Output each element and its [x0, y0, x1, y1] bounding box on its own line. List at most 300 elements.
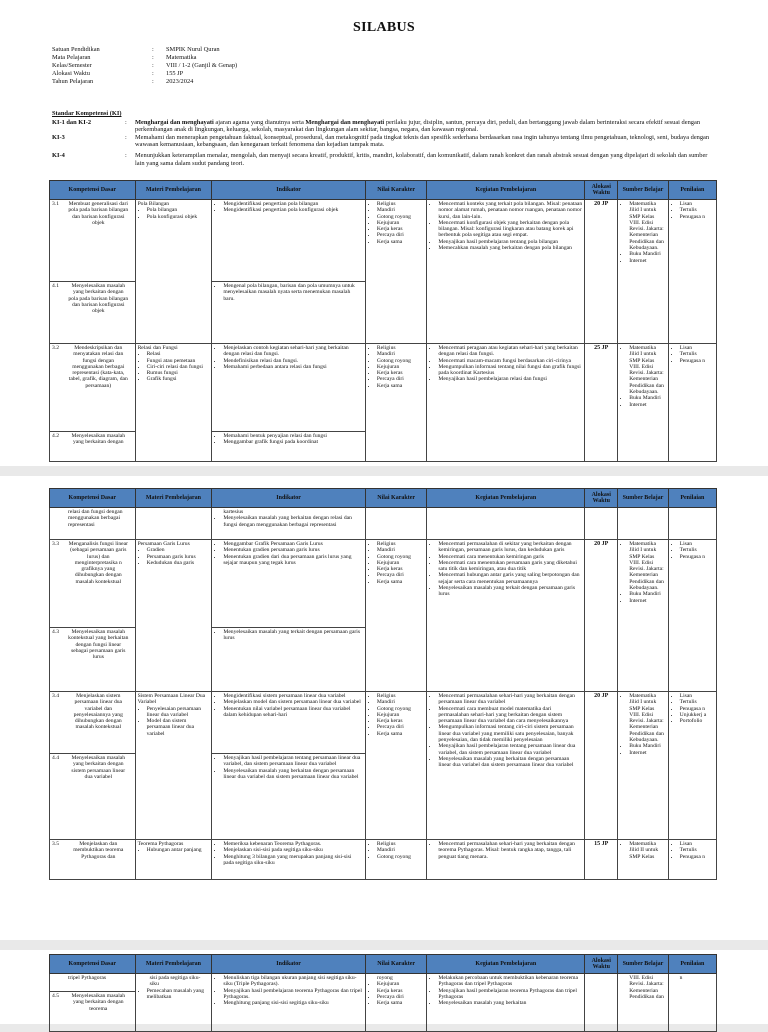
kegiatan-item: • Mencermati permasalahan di sekitar yang berkaitan dengan kemiringan, persamaan garis lurus, dan kedudukan garis	[438, 541, 582, 554]
kegiatan-item: • Menyajikan hasil pembelajaran teorema Pythagoras dan tripel Pythagoras	[438, 988, 582, 1001]
header-sumber-belajar: Sumber Belajar	[618, 489, 668, 508]
table-header	[50, 181, 717, 200]
table-row	[50, 974, 717, 992]
nilai-item: • Kerja keras	[377, 566, 424, 572]
nilai-item: • Mandiri	[377, 847, 424, 853]
kegiatan-cell	[427, 840, 585, 880]
sumber-cell	[618, 840, 668, 880]
indikator-item: • Mengidentifikasi pengertian pola bilangan	[223, 201, 363, 207]
kd-cell	[50, 628, 136, 692]
kd-text: Menjelaskan sistem persamaan linear dua variabel dan penyelesaiannya yang dihubungkan dengan masalah kontekstual	[73, 693, 123, 731]
page-2	[0, 476, 768, 940]
indikator-cell	[212, 628, 366, 692]
ki-row	[52, 119, 716, 134]
kd-cell	[50, 974, 136, 992]
nilai-cell	[365, 540, 426, 692]
sumber-item: • Buku Mandiri	[629, 743, 665, 749]
kegiatan-item: • Menyelesaikan masalah yang berkaitan	[438, 1000, 582, 1006]
penilaian-cell	[668, 540, 716, 692]
penilaian-item: • Lisan	[680, 201, 714, 207]
meta-sep: :	[152, 62, 154, 69]
kd-text: Menyelesaikan masalah yang berkaitan dengan	[71, 433, 126, 446]
ki-text: Menunjukkan keterampilan menalar, mengolah, dan menyaji secara kreatif, produktif, kritis, mandiri, kolaboratif, dan komunikatif, dalam ranah konkret dan ranah abstrak sesuai dengan yang dipelajari di sekolah dan sumber lain yang sama dalam sudut pandang teori.	[135, 151, 708, 167]
penilaian-item: • Tertulis	[680, 547, 714, 553]
indikator-cell	[212, 432, 366, 462]
header-sumber-belajar: Sumber Belajar	[618, 181, 668, 200]
table-row	[50, 692, 717, 754]
indikator-item: • Menentukan nilai variabel persamaan linear dua variabel dalam kehidupan sehari-hari	[223, 706, 363, 719]
indikator-lead: kartesius	[223, 509, 244, 515]
header-kompetensi-dasar: Kompetensi Dasar	[50, 489, 136, 508]
ki-key: KI-3	[52, 133, 65, 141]
kegiatan-cell	[427, 692, 585, 840]
header-sumber-belajar: Sumber Belajar	[618, 955, 668, 974]
kd-cell	[50, 540, 136, 628]
materi-cell	[135, 540, 212, 692]
table-row	[50, 508, 717, 540]
header-kegiatan: Kegiatan Pembelajaran	[427, 955, 585, 974]
penilaian-item: • Tertulis	[680, 699, 714, 705]
indikator-item: • Menghitung panjang sisi-sisi segitiga siku-siku	[223, 1000, 363, 1006]
materi-item: • Pola konfigurasi objek	[147, 214, 210, 220]
penilaian-cont: n	[679, 975, 683, 981]
materi-cell	[135, 344, 212, 462]
penilaian-cell	[668, 974, 716, 1032]
nilai-item: • Percaya diri	[377, 994, 424, 1000]
kd-text: Menyelesaikan masalah yang berkaitan dengan teorema	[71, 993, 126, 1012]
meta-value: Matematika	[166, 54, 197, 61]
meta-key: Kelas/Semester	[52, 62, 92, 69]
nilai-item: • Percaya diri	[377, 572, 424, 578]
materi-cont: sisi pada segitiga siku-siku	[149, 975, 201, 988]
ski-heading: Standar Kompetensi (KI)	[52, 110, 122, 117]
kegiatan-cell	[427, 508, 585, 540]
kd-number: 4.1	[52, 283, 59, 289]
kegiatan-item: • Mengumpulkan informasi tentang ciri-ciri sistem persamaan linear dua variabel yang memiliki satu penyelesaian, banyak penyelesaian, dan tidak memiliki penyelesaian	[438, 724, 582, 743]
nilai-cell	[365, 200, 426, 344]
meta-row	[52, 46, 237, 54]
nilai-item: • Mandiri	[377, 547, 424, 553]
nilai-item: • Kerja sama	[377, 579, 424, 585]
indikator-cell	[212, 200, 366, 282]
header-alokasi-waktu: Alokasi Waktu	[585, 955, 618, 974]
materi-item: • Gradien	[147, 547, 210, 553]
penilaian-item: • Tertulis	[680, 207, 714, 213]
alokasi-cell: 20 JP	[585, 200, 618, 344]
indikator-item: • Memeriksa kebenaran Teorema Pythagoras.	[223, 841, 363, 847]
nilai-cell	[365, 508, 426, 540]
nilai-item: • Percaya diri	[377, 724, 424, 730]
header-penilaian: Penilaian	[668, 489, 716, 508]
meta-row	[52, 70, 237, 78]
header-kegiatan: Kegiatan Pembelajaran	[427, 489, 585, 508]
kegiatan-item: • Mencermati konfigurasi objek yang berkaitan dengan pola bilangan. Misal: konfigurasi lingkaran atau batang korek api berbentuk pola segitiga atau segi empat.	[438, 220, 582, 239]
materi-item: • Pola bilangan	[147, 207, 210, 213]
penilaian-item: • Penugasa n	[680, 214, 714, 220]
kegiatan-item: • Mencermati cara menentukan persamaan garis yang diketahui satu titik dan kemiringan, atau dua titik	[438, 560, 582, 573]
penilaian-cell	[668, 200, 716, 344]
nilai-item: • Kerja keras	[377, 988, 424, 994]
nilai-item: • Kejujuran	[377, 364, 424, 370]
indikator-item: • Mengidentifikasi sistem persamaan linear dua variabel	[223, 693, 363, 699]
materi-item: • Grafik fungsi	[147, 376, 210, 382]
header-alokasi-waktu: Alokasi Waktu	[585, 489, 618, 508]
materi-title: Teorema Pythagoras	[137, 841, 184, 847]
sumber-item: • Internet	[629, 402, 665, 408]
nilai-item: • Gotong royong	[377, 214, 424, 220]
sumber-cell	[618, 540, 668, 692]
kegiatan-item: • Mencermati macam-macam fungsi berdasarkan ciri-cirinya	[438, 358, 582, 364]
meta-key: Alokasi Waktu	[52, 70, 90, 77]
penilaian-item: • Tertulis	[680, 351, 714, 357]
nilai-item: • Religius	[377, 541, 424, 547]
materi-item: • Relasi	[147, 351, 210, 357]
penilaian-item: • Penugasa n	[680, 706, 714, 712]
kd-cell	[50, 200, 136, 282]
ki-row	[52, 134, 716, 149]
kd-cell	[50, 754, 136, 840]
syllabus-table-2	[49, 488, 717, 880]
ki-sep: :	[125, 151, 127, 159]
sumber-cell	[618, 508, 668, 540]
ki-text: perilaku jujur, disiplin, santun, percaya diri, peduli, dan bertanggung jawab dalam berinteraksi secara efektif sesuai dengan perkembangan anak di lingkungan, keluarga, sekolah, masyarakat dan lingkungan alam sekitar, bangsa, negara, dan kawasan regional.	[135, 118, 701, 134]
kd-text: relasi dan fungsi dengan menggunakan berbagai representasi	[68, 509, 123, 528]
header-materi: Materi Pembelajaran	[135, 181, 212, 200]
nilai-item: • Religius	[377, 841, 424, 847]
penilaian-item: • Lisan	[680, 841, 714, 847]
penilaian-item: • Lisan	[680, 693, 714, 699]
meta-key: Satuan Pendidikan	[52, 46, 100, 53]
kd-text: Membuat generalisasi dari pola pada barisan bilangan dan barisan konfigurasi objek	[68, 201, 129, 226]
nilai-item: • Gotong royong	[377, 358, 424, 364]
nilai-item: • Kejujuran	[377, 560, 424, 566]
nilai-item: • Percaya diri	[377, 376, 424, 382]
indikator-cell	[212, 508, 366, 540]
kd-number: 4.5	[52, 993, 59, 999]
indikator-item: • Menyelesaikan masalah yang terkait dengan persamaan garis lurus	[223, 629, 363, 642]
penilaian-item: • Lisan	[680, 345, 714, 351]
header-nilai-karakter: Nilai Karakter	[365, 489, 426, 508]
syllabus-table-1	[49, 180, 717, 462]
page-1	[0, 0, 768, 466]
kd-number: 3.5	[52, 841, 59, 847]
materi-title: Pola Bilangan	[137, 201, 170, 207]
indikator-item: • Menyajikan hasil pembelajaran tentang persamaan linear dua variabel, dan sistem persamaan linear dua variabel	[223, 755, 363, 768]
nilai-item: • Religius	[377, 345, 424, 351]
materi-item: • Ciri-ciri relasi dan fungsi	[147, 364, 210, 370]
kd-number: 4.4	[52, 755, 59, 761]
nilai-cont: royong	[376, 975, 393, 981]
materi-item: • Persamaan garis lurus	[147, 554, 210, 560]
document-meta	[52, 46, 237, 86]
indikator-cell	[212, 692, 366, 754]
kegiatan-cell	[427, 540, 585, 692]
ki-sep: :	[125, 133, 127, 141]
kegiatan-item: • Mencermati cara menentukan kemiringan garis	[438, 554, 582, 560]
kd-cell	[50, 432, 136, 462]
kegiatan-item: • Mencermati permasalahan sehari-hari yang berkaitan dengan teorema Pythagoras. Misal: bentuk rangka atap, tangga, tali penguat tiang menara.	[438, 841, 582, 860]
meta-value: 155 JP	[166, 70, 184, 77]
alokasi-cell: 25 JP	[585, 344, 618, 462]
alokasi-cell	[585, 508, 618, 540]
sumber-item: • Buku Mandiri	[629, 395, 665, 401]
materi-item: • Fungsi atau pemetaan	[147, 358, 210, 364]
indikator-cell	[212, 282, 366, 344]
indikator-item: • Menyelesaikan masalah yang berkaitan dengan persamaan linear dua variabel dan sistem persamaan linear dua variabel	[223, 768, 363, 781]
header-indikator: Indikator	[212, 489, 366, 508]
materi-item: • Pemecahan masalah yang melibatkan	[147, 988, 210, 1001]
nilai-item: • Kerja sama	[377, 239, 424, 245]
nilai-item: • Kerja keras	[377, 718, 424, 724]
kegiatan-item: • Melakukan percobaan untuk membuktikan kebenaran teorema Pythagoras dan tripel Pythagoras	[438, 975, 582, 988]
header-materi: Materi Pembelajaran	[135, 489, 212, 508]
indikator-item: • Menjelaskan sisi-sisi pada segitiga siku-siku	[223, 847, 363, 853]
indikator-item: • Menyajikan hasil pembelajaran teorema Pythagoras dan tripel Pythagoras.	[223, 988, 363, 1001]
table-header	[50, 955, 717, 974]
kegiatan-item: • Mencermati hubungan antar garis yang saling berpotongan dan sejajar serta cara menentukan persamaannya	[438, 572, 582, 585]
kd-text: Mendeskripsikan dan menyatakan relasi dan fungsi dengan menggunakan berbagai representasi (kata-kata, tabel, grafik, diagram, dan persamaan)	[68, 345, 128, 389]
meta-sep: :	[152, 54, 154, 61]
header-materi: Materi Pembelajaran	[135, 955, 212, 974]
nilai-item: • Kerja sama	[377, 383, 424, 389]
penilaian-item: • Tertulis	[680, 847, 714, 853]
ki-bold-lead-2: Menghargai dan menghayati	[305, 118, 385, 126]
sumber-item: • Matematika Jilid II untuk SMP Kelas	[629, 841, 665, 860]
syllabus-table-3	[49, 954, 717, 1032]
kd-cell	[50, 344, 136, 432]
table-header	[50, 489, 717, 508]
materi-cell	[135, 840, 212, 880]
kegiatan-cell	[427, 344, 585, 462]
header-kegiatan: Kegiatan Pembelajaran	[427, 181, 585, 200]
page-3	[0, 950, 768, 1024]
nilai-item: • Gotong royong	[377, 706, 424, 712]
ki-sep: :	[125, 118, 127, 126]
nilai-item: • Mandiri	[377, 699, 424, 705]
alokasi-cell: 15 JP	[585, 840, 618, 880]
penilaian-item: • Portofolio	[680, 718, 714, 724]
table-row	[50, 344, 717, 432]
materi-cell	[135, 200, 212, 344]
materi-item: • Hubungan antar panjang	[147, 847, 210, 853]
nilai-item: • Gotong royong	[377, 854, 424, 860]
indikator-cell	[212, 540, 366, 628]
materi-title: Sistem Persamaan Linear Dua Variabel	[137, 693, 206, 706]
materi-item: • Kedudukan dua garis	[147, 560, 210, 566]
sumber-cell	[618, 344, 668, 462]
indikator-item: • Menghitung 3 bilangan yang merupakan panjang sisi-sisi pada segitiga siku-siku	[223, 854, 363, 867]
sumber-cell	[618, 974, 668, 1032]
indikator-cell	[212, 974, 366, 1032]
sumber-item: • Matematika Jilid I untuk SMP Kelas VIII. Edisi Revisi. Jakarta: Kementerian Pendidikan dan Kebudayaan.	[629, 693, 665, 743]
page-title: SILABUS	[352, 20, 416, 35]
header-indikator: Indikator	[212, 955, 366, 974]
alokasi-cell	[585, 974, 618, 1032]
table-row	[50, 840, 717, 880]
header-indikator: Indikator	[212, 181, 366, 200]
header-kompetensi-dasar: Kompetensi Dasar	[50, 955, 136, 974]
ki-mid: ajaran agama yang dianutnya serta	[213, 118, 306, 126]
kd-text: Menyelesaikan masalah yang berkaitan dengan sistem persamaan linear dua variabel	[71, 755, 126, 780]
kegiatan-cell	[427, 200, 585, 344]
kd-cell	[50, 992, 136, 1032]
sumber-item: • Internet	[629, 258, 665, 264]
kegiatan-item: • Mengumpulkan informasi tentang nilai fungsi dan grafik fungsi pada koordinat Kartesius	[438, 364, 582, 377]
sumber-item: • Buku Mandiri	[629, 251, 665, 257]
nilai-item: • Kejujuran	[377, 981, 424, 987]
nilai-item: • Kerja sama	[377, 1000, 424, 1006]
materi-title: Relasi dan Fungsi	[137, 345, 178, 351]
kd-number: 3.2	[52, 345, 59, 351]
materi-item: • Rumus fungsi	[147, 370, 210, 376]
ki-key: KI-1 dan KI-2	[52, 118, 92, 126]
nilai-item: • Kejujuran	[377, 220, 424, 226]
kegiatan-item: • Menyajikan hasil pembelajaran tentang pola bilangan	[438, 239, 582, 245]
kd-cell	[50, 692, 136, 754]
kegiatan-item: • Menyajikan hasil pembelajaran tentang persamaan linear dua variabel, dan sistem persamaan linear dua variabel	[438, 743, 582, 756]
indikator-cell	[212, 754, 366, 840]
ki-text: Memahami dan menerapkan pengetahuan faktual, konseptual, prosedural, dan metakognitif pada tingkat teknis dan spesifik sederhana berdasarkan rasa ingin tahunya tentang ilmu pengetahuan, teknologi, seni, budaya dengan wawasan kemanusiaan, kebangsaan, dan kenegaraan terkait fenomena dan kejadian tampak mata.	[135, 133, 710, 149]
header-nilai-karakter: Nilai Karakter	[365, 181, 426, 200]
alokasi-cell: 20 JP	[585, 692, 618, 840]
kegiatan-item: • Mencermati konteks yang terkait pola bilangan. Misal: penataan nomor alamat rumah, penataan nomor ruangan, penataan nomor kursi, dan lain-lain.	[438, 201, 582, 220]
sumber-item: • Matematika Jilid I untuk SMP Kelas VIII. Edisi Revisi. Jakarta: Kementerian Pendidikan dan Kebudayaan.	[629, 201, 665, 251]
indikator-item: • Menjelaskan contoh kegiatan sehari-hari yang berkaitan dengan relasi dan fungsi.	[223, 345, 363, 358]
kegiatan-item: • Mencermati permasalahan sehari-hari yang berkaitan dengan persamaan linear dua variabel	[438, 693, 582, 706]
sumber-item: • Buku Mandiri	[629, 591, 665, 597]
nilai-item: • Percaya diri	[377, 232, 424, 238]
alokasi-cell: 20 JP	[585, 540, 618, 692]
table-row	[50, 540, 717, 628]
indikator-item: • Memahami bentuk penyajian relasi dan fungsi	[223, 433, 363, 439]
kd-cell	[50, 508, 136, 540]
nilai-cell	[365, 840, 426, 880]
nilai-item: • Kerja sama	[377, 731, 424, 737]
kd-text: Menyelesaikan masalah yang berkaitan dengan pola pada barisan bilangan dan barisan konfigurasi objek	[68, 283, 129, 315]
meta-value: 2023/2024	[166, 78, 194, 85]
header-penilaian: Penilaian	[668, 955, 716, 974]
meta-key: Mata Pelajaran	[52, 54, 91, 61]
materi-item: • Penyelesaian persamaan linear dua variabel	[147, 706, 210, 719]
indikator-item: • Menjelaskan model dan sistem persamaan linear dua variabel	[223, 699, 363, 705]
nilai-cell	[365, 344, 426, 462]
meta-row	[52, 62, 237, 70]
header-kompetensi-dasar: Kompetensi Dasar	[50, 181, 136, 200]
penilaian-item: • Lisan	[680, 541, 714, 547]
nilai-cell	[365, 692, 426, 840]
nilai-item: • Religius	[377, 693, 424, 699]
sumber-item: • Matematika Jilid I untuk SMP Kelas VIII. Edisi Revisi. Jakarta: Kementerian Pendidikan dan Kebudayaan.	[629, 541, 665, 591]
sumber-cont: VIII. Edisi Revisi. Jakarta: Kementerian Pendidikan dan	[629, 975, 664, 1000]
nilai-item: • Mandiri	[377, 207, 424, 213]
meta-value: VIII / 1-2 (Ganjil & Genap)	[166, 62, 238, 69]
sumber-item: • Matematika Jilid I untuk SMP Kelas VIII. Edisi Revisi. Jakarta: Kementerian Pendidikan dan Kebudayaan.	[629, 345, 665, 395]
indikator-item: • Mendefinisikan relasi dan fungsi.	[223, 358, 363, 364]
kd-text: Menjelaskan dan membuktikan teorema Pythagoras dan	[73, 841, 124, 860]
kd-text: Menyelesaikan masalah kontekstual yang berkaitan dengan fungsi linear sebagai persamaan garis lurus	[68, 629, 129, 661]
ki-bold-lead: Menghargai dan menghayati	[135, 118, 214, 126]
penilaian-item: • Penugasa n	[680, 358, 714, 364]
penilaian-item: • Unjukkerj a	[680, 712, 714, 718]
standar-kompetensi	[52, 110, 716, 167]
penilaian-item: • Penugasa n	[680, 554, 714, 560]
sumber-item: • Internet	[629, 750, 665, 756]
meta-sep: :	[152, 46, 154, 53]
meta-sep: :	[152, 70, 154, 77]
kegiatan-item: • Menyajikan hasil pembelajaran relasi dan fungsi	[438, 376, 582, 382]
indikator-item: • Menyelesaikan masalah yang berkaitan dengan relasi dan fungsi dengan menggunakan berbagai representasi	[223, 515, 363, 528]
indikator-item: • Mengidentifikasi pengertian pola konfigurasi objek	[223, 207, 363, 213]
nilai-item: • Religius	[377, 201, 424, 207]
nilai-item: • Mandiri	[377, 351, 424, 357]
kd-number: 4.2	[52, 433, 59, 439]
kd-number: 3.3	[52, 541, 59, 547]
kd-cell	[50, 282, 136, 344]
materi-cell	[135, 692, 212, 840]
materi-title: Persamaan Garis Lurus	[137, 541, 190, 547]
kegiatan-item: • Memecahkan masalah yang berkaitan dengan pola bilangan	[438, 245, 582, 251]
sumber-cell	[618, 200, 668, 344]
nilai-item: • Kerja keras	[377, 370, 424, 376]
header-nilai-karakter: Nilai Karakter	[365, 955, 426, 974]
kd-text: tripel Pythagoras	[68, 975, 107, 981]
table-row	[50, 200, 717, 282]
kegiatan-cell	[427, 974, 585, 1032]
indikator-item: • Menggambar Grafik Persamaan Garis Lurus	[223, 541, 363, 547]
sumber-item: • Internet	[629, 598, 665, 604]
nilai-item: • Kejujuran	[377, 712, 424, 718]
ki-value	[135, 119, 716, 134]
indikator-item: • Menuliskan tiga bilangan ukuran panjang sisi segitiga siku-siku (Triple Pythagoras).	[223, 975, 363, 988]
indikator-item: • Mengenal pola bilangan, barisan dan pola umumnya untuk menyelesaikan masalah nyata serta menemukan masalah baru.	[223, 283, 363, 302]
materi-item: • Model dan sistem persamaan linear dua variabel	[147, 718, 210, 737]
indikator-cell	[212, 840, 366, 880]
indikator-item: • Menggambar grafik fungsi pada koordinat	[223, 439, 363, 445]
meta-key: Tahun Pelajaran	[52, 78, 94, 85]
ki-key: KI-4	[52, 151, 65, 159]
kd-number: 4.3	[52, 629, 59, 635]
indikator-cell	[212, 344, 366, 432]
meta-row	[52, 78, 237, 86]
meta-row	[52, 54, 237, 62]
kd-cell	[50, 840, 136, 880]
nilai-cell	[365, 974, 426, 1032]
indikator-item: • Menentukan gradien dari dua persamaan garis lurus yang sejajar maupun yang tegak lurus	[223, 554, 363, 567]
meta-value: SMPIK Nurul Quran	[166, 46, 220, 53]
meta-sep: :	[152, 78, 154, 85]
penilaian-cell	[668, 840, 716, 880]
indikator-item: • Menentukan gradien persamaan garis lurus	[223, 547, 363, 553]
kd-text: Menganalisis fungsi linear (sebagai persamaan garis lurus) dan menginterpretasika n grafiknya yang dihubungkan dengan masalah kontekstual	[68, 541, 128, 585]
header-penilaian: Penilaian	[668, 181, 716, 200]
penilaian-cell	[668, 692, 716, 840]
kegiatan-item: • Menyelesaikan masalah yang terkait dengan persamaan garis lurus	[438, 585, 582, 598]
materi-cell	[135, 974, 212, 1032]
kegiatan-item: • Menyelesaikan masalah yang berkaitan dengan persamaan linear dua variabel dan sistem persamaan linear dua variabel	[438, 756, 582, 769]
kegiatan-item: • Mencermati cara membuat model matematika dari permasalahan sehari-hari yang berkaitan dengan sistem persamaan linear dua variabel dan cara menyelesaikannya	[438, 706, 582, 725]
header-alokasi-waktu: Alokasi Waktu	[585, 181, 618, 200]
nilai-item: • Kerja keras	[377, 226, 424, 232]
ki-row	[52, 152, 716, 167]
materi-cell	[135, 508, 212, 540]
nilai-item: • Gotong royong	[377, 554, 424, 560]
kd-number: 3.1	[52, 201, 59, 207]
kegiatan-item: • Mencermati peragaan atau kegiatan sehari-hari yang berkaitan dengan relasi dan fungsi.	[438, 345, 582, 358]
indikator-item: • Memahami perbedaan antara relasi dan fungsi	[223, 364, 363, 370]
sumber-cell	[618, 692, 668, 840]
kd-number: 3.4	[52, 693, 59, 699]
penilaian-cell	[668, 344, 716, 462]
